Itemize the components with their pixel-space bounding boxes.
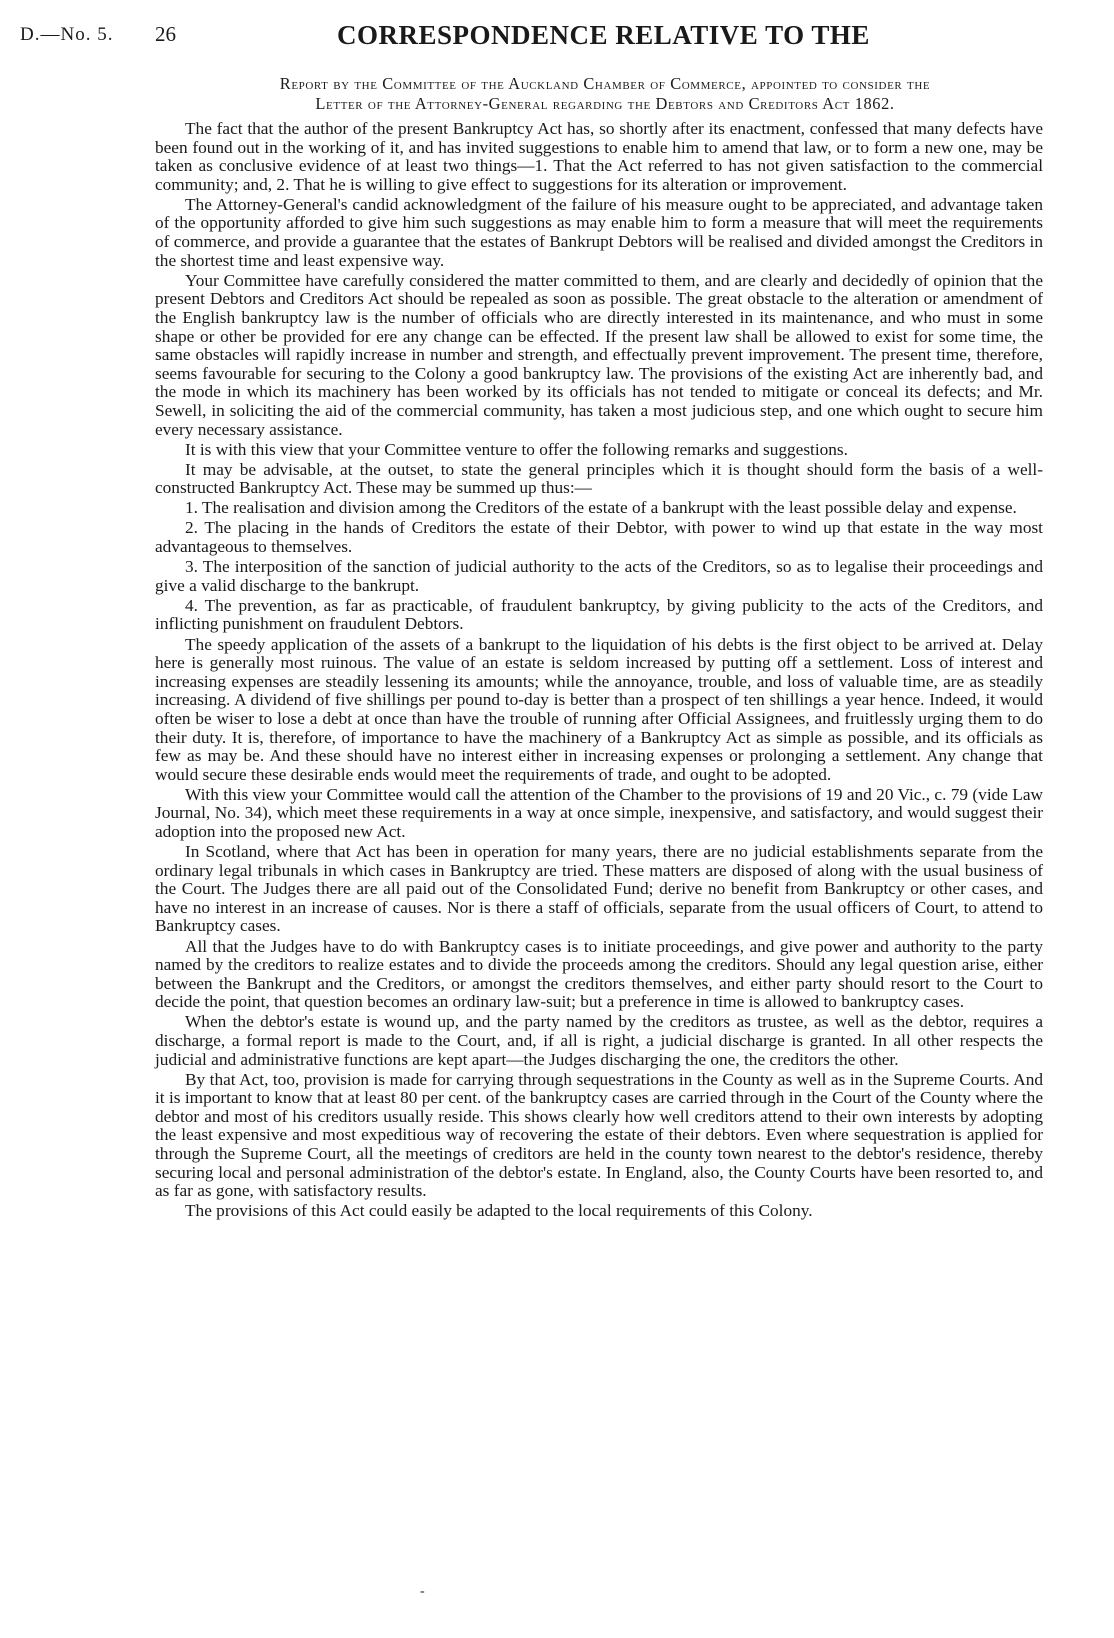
paragraph: The fact that the author of the present Bankruptcy Act has, so shortly after its enactment, confessed that many defects have been found out in the working of it, and has invited suggestions to enable him to amend that law, or to form a new one, may be taken as conclusive evidence of at least two things—1. That the Act referred to has not given satisfaction to the commercial community; and, 2. That he is willing to give effect to suggestions for its alteration or improvement. xyxy=(155,119,1043,194)
paragraph: The speedy application of the assets of a bankrupt to the liquidation of his debts is the first object to be arrived at. Delay here is generally most ruinous. The value of an estate is seldom increased by putting off a settlement. Loss of interest and increasing expenses are steadily lessening its amounts; while the annoyance, trouble, and loss of valuable time, are as steadily increasing. A dividend of five shillings per pound to-day is better than a prospect of ten shillings a year hence. Indeed, it would often be wiser to lose a debt at once than have the trouble of running after Official Assignees, and fruitlessly urging them to do their duty. It is, therefore, of importance to have the machinery of a Bankruptcy Act as simple as possible, and its officials as few as may be. And these should have no interest either in increasing expenses or prolonging a settlement. Any change that would secure these desirable ends would meet the requirements of trade, and ought to be adopted. xyxy=(155,634,1043,784)
principle-item: 4. The prevention, as far as practicable, of fraudulent bankruptcy, by giving publicity to the acts of the Creditors, and inflicting punishment on fraudulent Debtors. xyxy=(155,595,1043,634)
body-text xyxy=(155,120,1043,1222)
paragraph: It is with this view that your Committee venture to offer the following remarks and suggestions. xyxy=(185,439,848,459)
report-heading-line-1: Report by the Committee of the Auckland Chamber of Commerce, appointed to consider the xyxy=(279,74,931,93)
paragraph: When the debtor's estate is wound up, and the party named by the creditors as trustee, as well as the debtor, requires a discharge, a formal report is made to the Court, and, if all is right, a judicial discharge is granted. In all other respects the judicial and administrative functions are kept apart—the Judges discharging the one, the creditors the other. xyxy=(155,1012,1043,1069)
report-heading-line-2: Letter of the Attorney-General regarding the Debtors and Creditors Act 1862. xyxy=(315,94,895,113)
document-reference: D.—No. 5. xyxy=(20,24,114,45)
paragraph: Your Committee have carefully considered the matter committed to them, and are clearly and decidedly of opinion that the present Debtors and Creditors Act should be repealed as soon as possible. The great obstacle to the alteration or amendment of the English bankruptcy law is the number of officials who are directly interested in its maintenance, and who must in some shape or other be provided for ere any change can be effected. If the present law shall be allowed to exist for some time, the same obstacles will rapidly increase in number and strength, and effectually prevent improvement. The present time, therefore, seems favourable for securing to the Colony a good bankruptcy law. The provisions of the existing Act are inherently bad, and the mode in which its machinery has been worked by its officials has not tended to mitigate or conceal its defects; and Mr. Sewell, in soliciting the aid of the commercial community, has taken a most judicious step, and one which ought to secure him every necessary assistance. xyxy=(155,270,1043,439)
principle-item: 1. The realisation and division among the Creditors of the estate of a bankrupt with the least possible delay and expense. xyxy=(185,498,1017,518)
paragraph: By that Act, too, provision is made for carrying through sequestrations in the County as well as in the Supreme Courts. And it is important to know that at least 80 per cent. of the bankruptcy cases are carried through in the Court of the County where the debtor and most of his creditors usually reside. This shows clearly how well creditors attend to their own interests by adopting the least expensive and most expeditious way of recovering the estate of their debtors. Even where sequestration is applied for through the Supreme Court, all the meetings of creditors are held in the county town nearest to the debtor's residence, thereby securing local and personal administration of the debtor's estate. In England, also, the County Courts have been resorted to, and as far as gone, with satisfactory results. xyxy=(155,1069,1043,1201)
page-number: 26 xyxy=(155,22,176,46)
paragraph: With this view your Committee would call the attention of the Chamber to the provisions of 19 and 20 Vic., c. 79 (vide Law Journal, No. 34), which meet these requirements in a way at once simple, inexpensive, and satisfactory, and would suggest their adoption into the proposed new Act. xyxy=(155,784,1043,841)
paragraph: In Scotland, where that Act has been in operation for many years, there are no judicial establishments separate from the ordinary legal tribunals in which cases in Bankruptcy are tried. These matters are disposed of along with the usual business of the Court. The Judges there are all paid out of the Consolidated Fund; derive no benefit from Bankruptcy or other cases, and have no interest in an increase of causes. Nor is there a staff of officials, separate from the usual officers of Court, to attend to Bankruptcy cases. xyxy=(155,842,1043,936)
paragraph: The provisions of this Act could easily be adapted to the local requirements of this Colony. xyxy=(185,1201,813,1221)
footer-mark: - xyxy=(420,1584,425,1599)
principle-item: 2. The placing in the hands of Creditors the estate of their Debtor, with power to wind up that estate in the way most advantageous to themselves. xyxy=(155,518,1043,557)
report-heading xyxy=(155,74,1055,114)
principle-item: 3. The interposition of the sanction of judicial authority to the acts of the Creditors, so as to legalise their proceedings and give a valid discharge to the bankrupt. xyxy=(155,557,1043,595)
running-title: CORRESPONDENCE RELATIVE TO THE xyxy=(337,20,870,50)
paragraph: It may be advisable, at the outset, to state the general principles which it is thought should form the basis of a well-constructed Bankruptcy Act. These may be summed up thus:— xyxy=(155,459,1043,498)
paragraph: All that the Judges have to do with Bankruptcy cases is to initiate proceedings, and give power and authority to the party named by the creditors to realize estates and to divide the proceeds among the creditors. Should any legal question arise, either between the Bankrupt and the Creditors, or amongst the creditors themselves, and either party should resort to the Court to decide the point, that question becomes an ordinary law-suit; but a preference in time is allowed to bankruptcy cases. xyxy=(155,936,1043,1012)
paragraph: The Attorney-General's candid acknowledgment of the failure of his measure ought to be appreciated, and advantage taken of the opportunity afforded to give him such suggestions as may enable him to form a measure that will meet the requirements of commerce, and provide a guarantee that the estates of Bankrupt Debtors will be realised and divided amongst the Creditors in the shortest time and least expensive way. xyxy=(155,194,1043,270)
